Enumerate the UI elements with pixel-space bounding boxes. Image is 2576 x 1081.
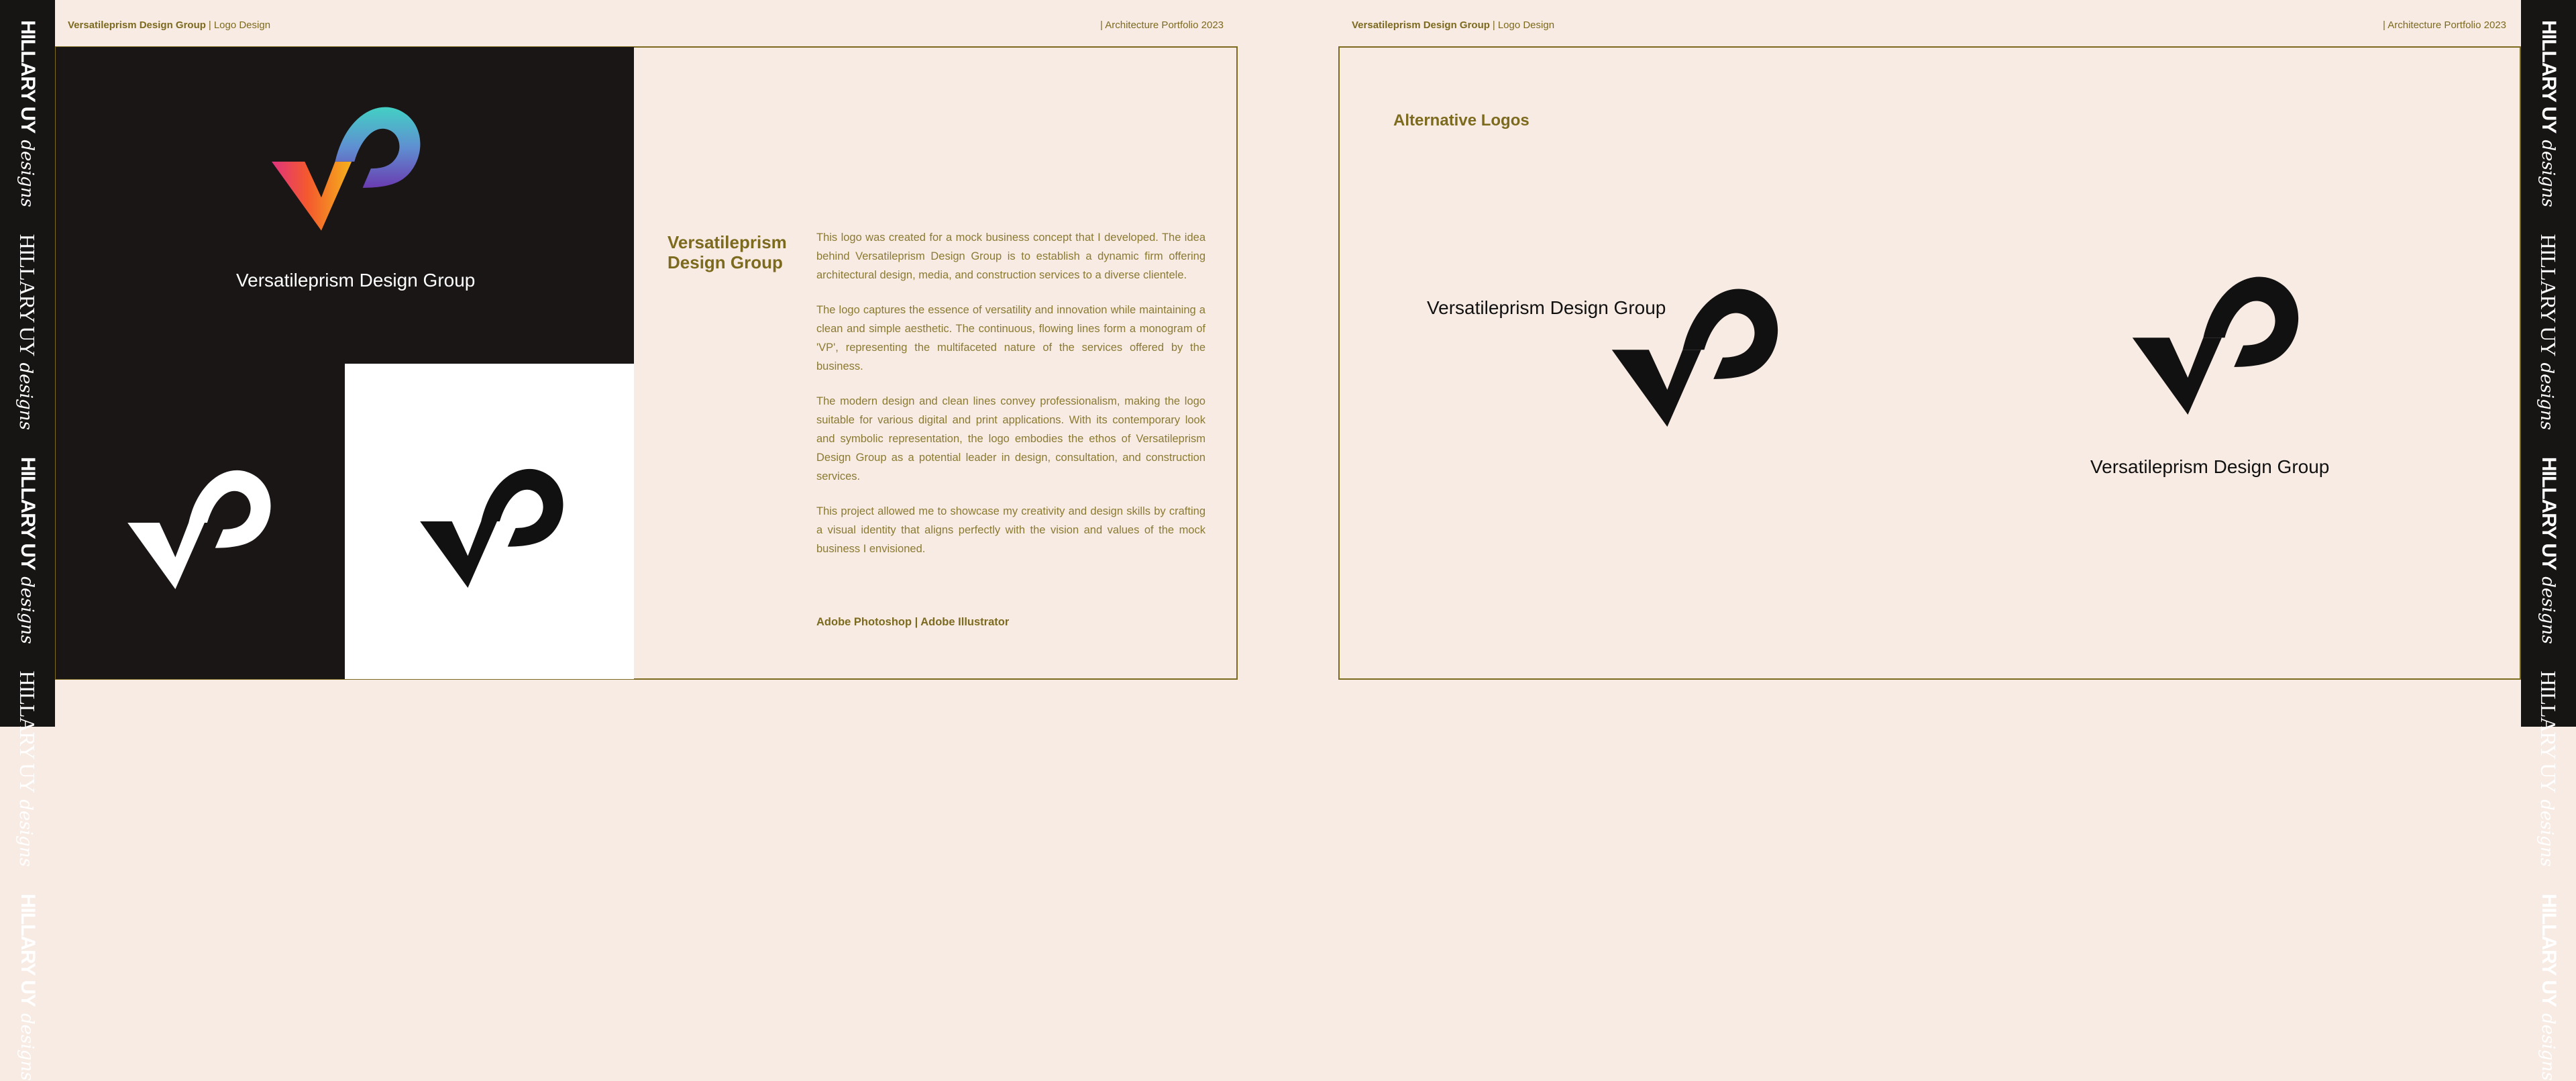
brand-mark: HILLARY UY designs <box>2538 20 2560 207</box>
brand-mark: HILLARY UY designs <box>2536 670 2561 867</box>
description-paragraph: The logo captures the essence of versatility and innovation while maintaining a clean and simple aesthetic. The continuous, flowing lines form a monogram of 'VP', representing the multifaceted nature of the services offered by the business. <box>816 304 1205 372</box>
stacked-logo-name: Versatileprism Design Group <box>2090 456 2330 477</box>
logo-company-name: Versatileprism Design Group <box>236 270 476 291</box>
description-paragraph: The modern design and clean lines convey professionalism, making the logo suitable for various digital and print applications. With its contemporary look and symbolic representation, the logo embodies the ethos of Versatileprism Design Group as a potential leader in design, consultation, and construction services. <box>816 395 1205 482</box>
project-description <box>816 228 1205 574</box>
horizontal-vp-logo <box>1611 280 1782 427</box>
brand-mark: HILLARY UY designs <box>17 20 39 207</box>
stacked-vp-logo <box>2132 268 2302 415</box>
gradient-vp-logo <box>272 99 423 231</box>
brand-mark: HILLARY UY designs <box>15 234 40 430</box>
project-title: Versatileprism Design Group <box>667 232 787 272</box>
black-vp-logo <box>420 462 566 588</box>
brand-mark: HILLARY UY designs <box>2538 893 2560 1081</box>
portfolio-label-right: | Architecture Portfolio 2023 <box>2383 19 2506 31</box>
content-frame-right <box>1338 46 2521 680</box>
alternative-logos-heading: Alternative Logos <box>1393 111 1529 130</box>
description-paragraph: This project allowed me to showcase my creativity and design skills by crafting a visual identity that aligns perfectly with the vision and values of the mock business I envisioned. <box>816 505 1205 555</box>
description-paragraph: This logo was created for a mock business concept that I developed. The idea behind Versatileprism Design Group is to establish a dynamic firm offering architectural design, media, and construction services to a diverse clientele. <box>816 231 1205 281</box>
portfolio-label-left: | Architecture Portfolio 2023 <box>1100 19 1224 31</box>
page-header-right: Versatileprism Design Group | Logo Design <box>1352 19 1555 31</box>
left-brand-strip <box>0 0 55 1081</box>
horizontal-logo-name: Versatileprism Design Group <box>1427 297 1666 318</box>
white-vp-logo <box>127 463 274 589</box>
brand-mark: HILLARY UY designs <box>2538 456 2560 644</box>
brand-mark: HILLARY UY designs <box>17 456 39 644</box>
brand-mark: HILLARY UY designs <box>15 670 40 867</box>
page-header-left: Versatileprism Design Group | Logo Design <box>68 19 271 31</box>
tools-used: Adobe Photoshop | Adobe Illustrator <box>816 616 1010 628</box>
brand-mark: HILLARY UY designs <box>17 893 39 1081</box>
right-brand-strip <box>2521 0 2576 1081</box>
brand-mark: HILLARY UY designs <box>2536 234 2561 430</box>
